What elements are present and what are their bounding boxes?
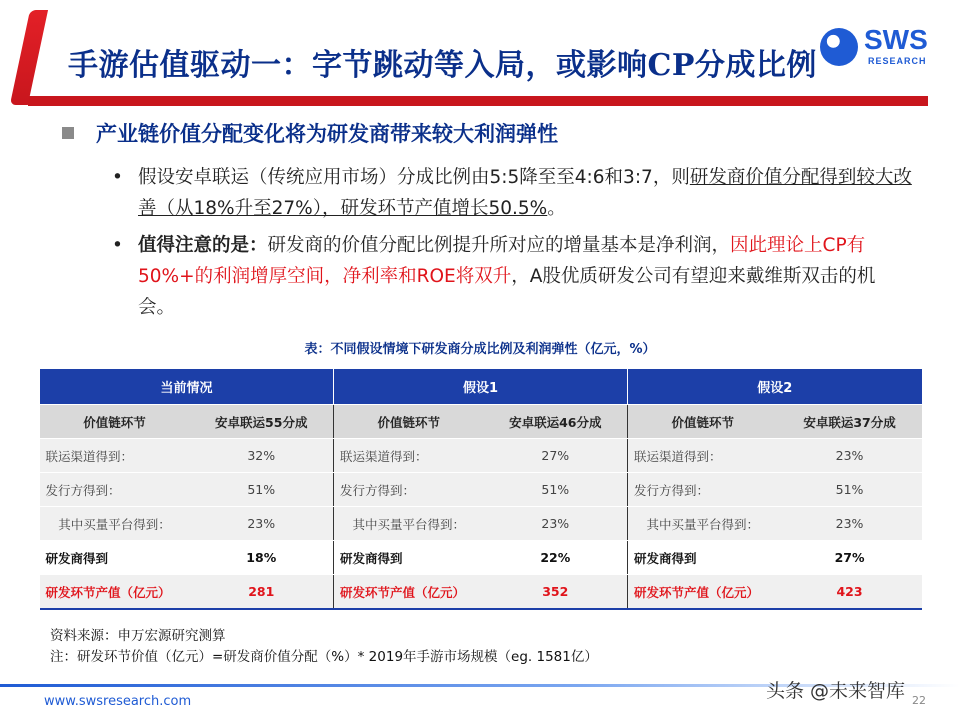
column-header: 安卓联运37分成 [778,405,922,439]
cell-value: 352 [484,575,628,610]
scenario-header-row [40,369,922,405]
cell-value: 18% [190,541,334,575]
bullet-dot-icon: • [112,167,123,188]
cell-value: 51% [778,473,922,507]
row-label: 发行方得到： [628,473,778,507]
table-row [40,507,922,541]
title-bar [28,10,928,106]
row-label: 其中买量平台得到： [628,507,778,541]
bullet-2-bold: 值得注意的是： [138,235,268,256]
bullet-2-end: ，A股优质研发公司有望迎来戴维斯双击的机会。 [138,266,876,318]
column-header: 安卓联运46分成 [484,405,628,439]
scenario-header: 假设1 [334,369,628,405]
bullet-item-2 [112,230,912,323]
formula-note: 注：研发环节价值（亿元）=研发商价值分配（%）* 2019年手游市场规模（eg. 1581亿） [50,649,598,665]
row-label: 研发环节产值（亿元） [334,575,484,610]
watermark: 头条 @未来智库 [766,680,906,702]
table-row [40,541,922,575]
table-row [40,439,922,473]
bullet-1-underlined: 研发商价值分配得到较大改善（从18%升至27%），研发环节产值增长50.5% [138,167,912,219]
sub-header-row [40,405,922,439]
cell-value: 51% [190,473,334,507]
column-header: 价值链环节 [40,405,190,439]
footer-url-link[interactable]: www.swsresearch.com [44,694,192,709]
cell-value: 27% [778,541,922,575]
cell-value: 281 [190,575,334,610]
row-label: 其中买量平台得到： [334,507,484,541]
bullet-2-text: 研发商的价值分配比例提升所对应的增量基本是净利润， [267,235,731,256]
row-label: 研发环节产值（亿元） [628,575,778,610]
source-note: 资料来源：申万宏源研究测算 [50,628,226,644]
sws-logo [820,22,938,78]
row-label: 联运渠道得到： [628,439,778,473]
scenario-header: 当前情况 [40,369,334,405]
row-label: 联运渠道得到： [334,439,484,473]
scenario-header: 假设2 [628,369,922,405]
row-label: 研发商得到 [334,541,484,575]
notes [50,626,598,668]
column-header: 价值链环节 [628,405,778,439]
cell-value: 23% [778,507,922,541]
bullet-1-text: 假设安卓联运（传统应用市场）分成比例由5:5降至至4:6和3:7，则 [138,167,690,188]
row-label: 研发环节产值（亿元） [40,575,190,610]
row-label: 联运渠道得到： [40,439,190,473]
cell-value: 22% [484,541,628,575]
data-table [39,369,922,610]
cell-value: 23% [778,439,922,473]
section-heading-text: 产业链价值分配变化将为研发商带来较大利润弹性 [96,122,558,146]
page-number: 22 [912,694,926,707]
table-row [40,473,922,507]
bullet-dot-icon: • [112,235,123,256]
row-label: 研发商得到 [628,541,778,575]
cell-value: 32% [190,439,334,473]
row-label: 研发商得到 [40,541,190,575]
table-caption: 表：不同假设情境下研发商分成比例及利润弹性（亿元，%） [304,342,656,357]
logo-text: SWS [864,24,928,55]
bullet-2-red: 因此理论上CP有50%+的利润增厚空间，净利率和ROE将双升 [138,235,866,287]
logo-subtext: RESEARCH [868,56,927,66]
bullet-list [112,162,912,329]
column-header: 安卓联运55分成 [190,405,334,439]
row-label: 其中买量平台得到： [40,507,190,541]
section-heading [62,118,558,148]
row-label: 发行方得到： [334,473,484,507]
bullet-item-1 [112,162,912,224]
cell-value: 23% [190,507,334,541]
cell-value: 27% [484,439,628,473]
square-bullet-icon [62,127,74,139]
row-label: 发行方得到： [40,473,190,507]
page-title: 手游估值驱动一：字节跳动等入局，或影响CP分成比例 [68,48,817,83]
table-row [40,575,922,610]
cell-value: 423 [778,575,922,610]
bullet-1-end: 。 [547,198,566,219]
cell-value: 23% [484,507,628,541]
cell-value: 51% [484,473,628,507]
logo-mark-icon [820,28,858,66]
column-header: 价值链环节 [334,405,484,439]
